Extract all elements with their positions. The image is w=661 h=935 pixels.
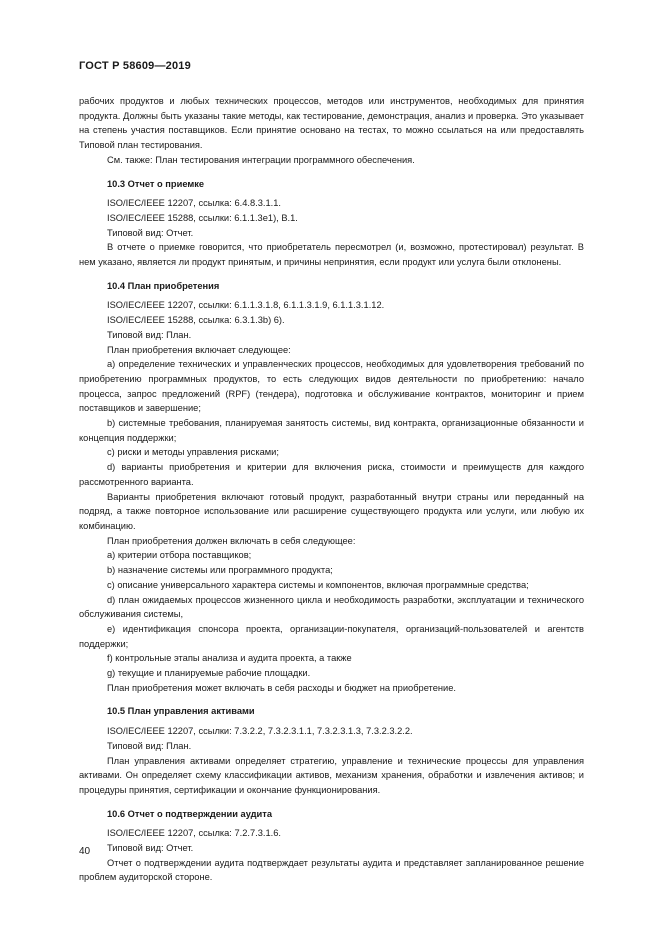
section-10-3-heading: 10.3 Отчет о приемке [107,178,205,189]
list-item: b) назначение системы или программного продукта; [107,565,333,576]
typical-view: Типовой вид: Отчет. [107,227,194,238]
list-item: d) варианты приобретения и критерии для включения риска, стоимости и преимуществ для каждого рассмотренного варианта. [79,462,584,487]
body-paragraph: В отчете о приемке говорится, что приобретатель пересмотрел (и, возможно, протестировал) результат. В нем указано, является ли продукт принятым, и причины непринятия, если продукт или услуга были отклонены. [79,242,584,268]
reference-line: ISO/IEC/IEEE 12207, ссылка: 6.4.8.3.1.1. [107,198,281,209]
list-item: a) определение технических и управленческих процессов, необходимых для удовлетворения требований по приобретению программных продуктов, то есть следующих видов деятельности по приобретению: начало процесса, запрос предложений (RPF) (тендера), подготовка и обслуживание контрактов, мониторинг и прием поставщиков и завершение; [79,359,584,414]
list-item: g) текущие и планируемые рабочие площадки. [107,668,311,679]
section-10-5-heading: 10.5 План управления активами [107,706,255,717]
list-item: f) контрольные этапы анализа и аудита проекта, а также [107,653,352,664]
body-paragraph: План приобретения включает следующее: [107,344,291,355]
body-paragraph: Отчет о подтверждении аудита подтверждает результаты аудита и представляет запланированное решение проблем аудиторской стороне. [79,857,584,883]
reference-line: ISO/IEC/IEEE 15288, ссылки: 6.1.1.3е1), В.1. [107,212,298,223]
page-number: 40 [79,846,91,857]
typical-view: Типовой вид: План. [107,740,192,751]
list-item: d) план ожидаемых процессов жизненного цикла и необходимость разработки, эксплуатации и технического обслуживания системы, [79,594,584,620]
typical-view: Типовой вид: Отчет. [107,843,194,854]
list-item: e) идентификация спонсора проекта, организации-покупателя, организаций-пользователей и агентств поддержки; [79,623,584,649]
intro-paragraph: рабочих продуктов и любых технических процессов, методов или инструментов, необходимых для принятия продукта. Должны быть указаны такие методы, как тестирование, демонстрация, анализ и проверка. Это указывает на степень участия поставщиков. Если принятие основано на тестах, то можно ссылаться на или предоставлять Типовой план тестирования. [79,96,584,151]
page-content [79,94,584,885]
list-item: c) описание универсального характера системы и компонентов, включая программные средства; [107,579,529,590]
body-paragraph: План управления активами определяет стратегию, управление и технические процессы для управления активами. Он определяет схему классификации активов, механизм хранения, обработки и извлечения активов; и процедуры принятия, сертификации и окончание функционирования. [79,755,584,795]
reference-line: ISO/IEC/IEEE 12207, ссылки: 6.1.1.3.1.8, 6.1.1.3.1.9, 6.1.1.3.1.12. [107,300,385,311]
list-item: a) критерии отбора поставщиков; [107,550,252,561]
list-item: c) риски и методы управления рисками; [107,447,279,458]
body-paragraph: План приобретения может включать в себя расходы и бюджет на приобретение. [107,682,456,693]
typical-view: Типовой вид: План. [107,329,192,340]
body-paragraph: Варианты приобретения включают готовый продукт, разработанный внутри страны или переданный на подряд, а также повторное использование или расширение существующего продукта или услуги, или любую их комбинацию. [79,491,584,531]
body-paragraph: План приобретения должен включать в себя следующее: [107,535,356,546]
list-item: b) системные требования, планируемая занятость системы, вид контракта, организационные обязанности и концепция поддержки; [79,418,584,443]
see-also-note: См. также: План тестирования интеграции программного обеспечения. [107,154,415,165]
reference-line: ISO/IEC/IEEE 15288, ссылка: 6.3.1.3b) 6). [107,315,285,326]
document-header: ГОСТ Р 58609—2019 [79,60,191,72]
section-10-4-heading: 10.4 План приобретения [107,280,220,291]
section-10-6-heading: 10.6 Отчет о подтверждении аудита [107,808,272,819]
reference-line: ISO/IEC/IEEE 12207, ссылка: 7.2.7.3.1.6. [107,828,281,839]
reference-line: ISO/IEC/IEEE 12207, ссылки: 7.3.2.2, 7.3.2.3.1.1, 7.3.2.3.1.3, 7.3.2.3.2.2. [107,726,413,737]
